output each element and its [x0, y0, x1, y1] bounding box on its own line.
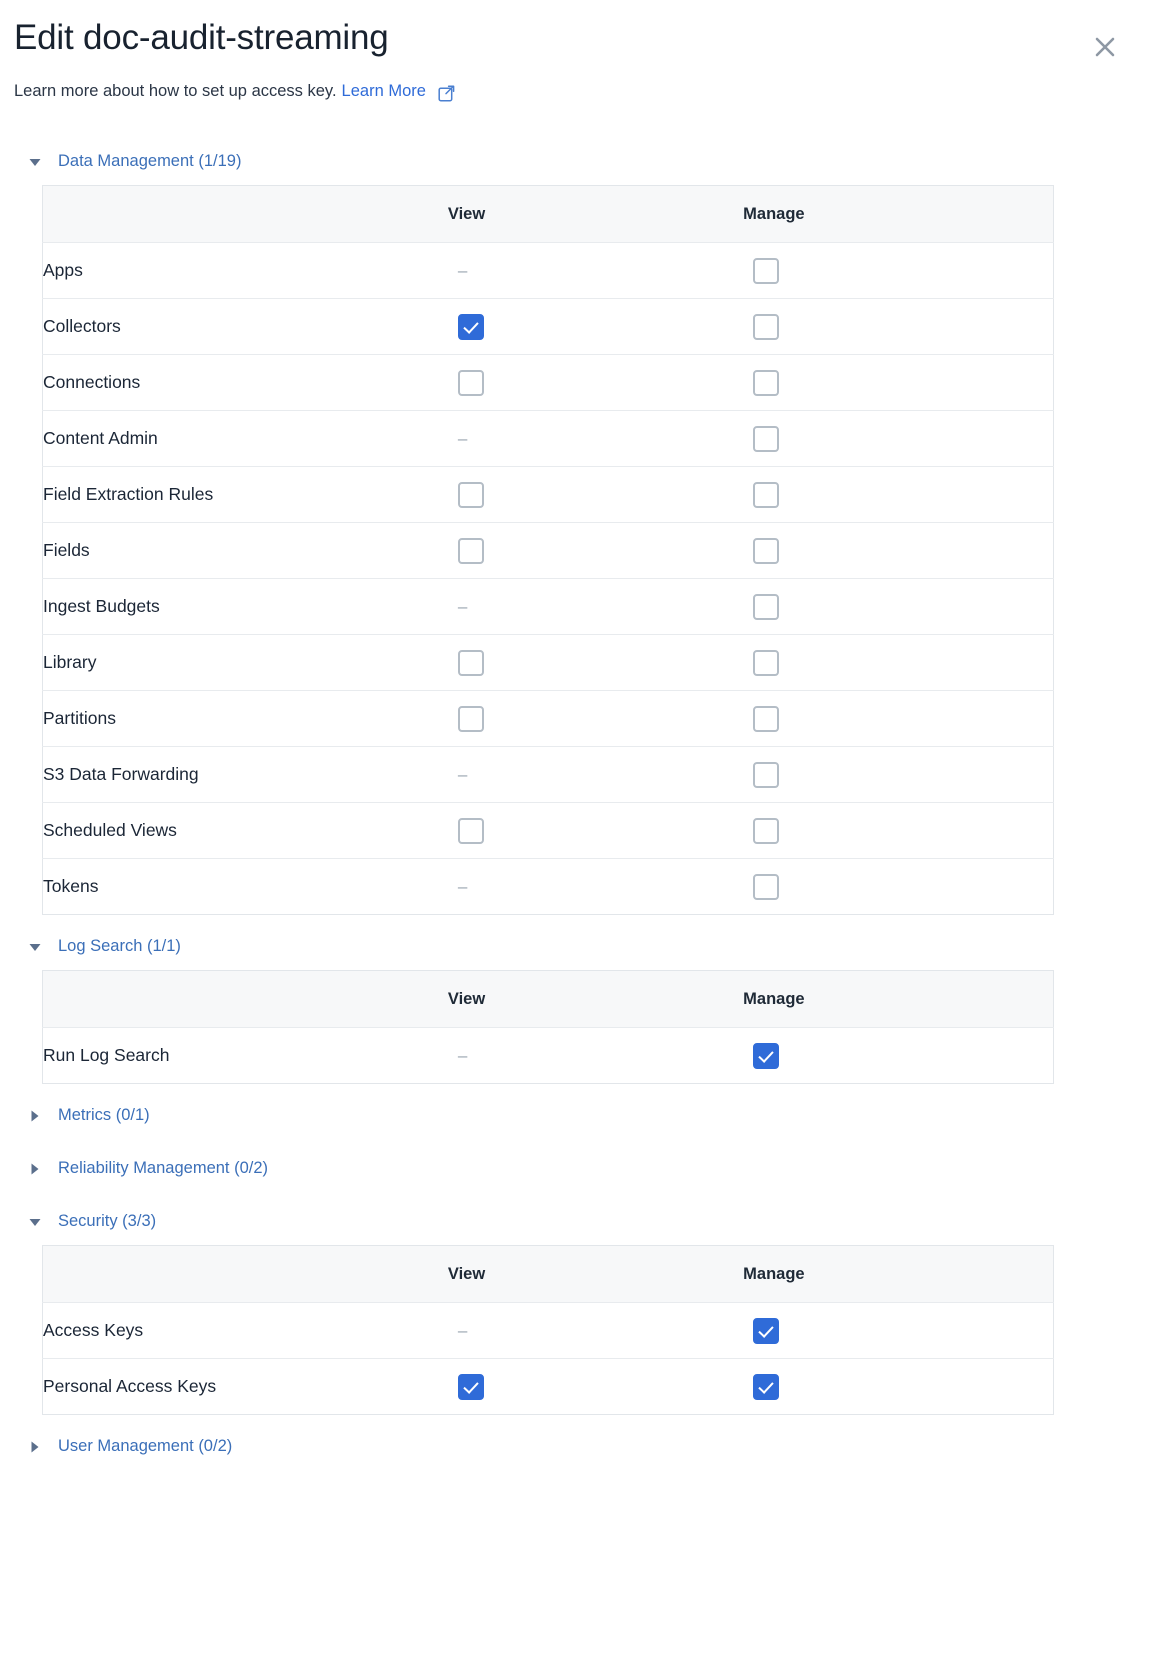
permissions-table: [42, 970, 1054, 1084]
manage-checkbox[interactable]: [753, 370, 779, 396]
section-title: User Management (0/2): [58, 1437, 233, 1455]
permission-name: Fields: [43, 523, 448, 579]
view-not-applicable: –: [457, 764, 468, 784]
column-header-view: View: [448, 971, 743, 1028]
close-icon[interactable]: [1088, 30, 1122, 64]
manage-checkbox[interactable]: [753, 594, 779, 620]
view-cell: [448, 243, 743, 299]
table-header-row: [43, 186, 1054, 243]
view-cell: [448, 1359, 743, 1415]
spacer: [14, 915, 1128, 933]
column-header-name: [43, 186, 448, 243]
spacer: [14, 1182, 1128, 1208]
table-row: [43, 691, 1054, 747]
manage-checkbox[interactable]: [753, 482, 779, 508]
table-header-row: [43, 1246, 1054, 1303]
view-checkbox[interactable]: [458, 650, 484, 676]
section-title: Data Management (1/19): [58, 152, 242, 170]
manage-cell: [743, 579, 1053, 635]
view-cell: [448, 803, 743, 859]
column-header-name: [43, 1246, 448, 1303]
permission-name: S3 Data Forwarding: [43, 747, 448, 803]
manage-cell: [743, 1028, 1053, 1084]
manage-checkbox[interactable]: [753, 1043, 779, 1069]
view-checkbox[interactable]: [458, 370, 484, 396]
manage-cell: [743, 691, 1053, 747]
section-toggle-5[interactable]: [14, 1433, 1128, 1460]
subtitle-text: Learn more about how to set up access key.: [14, 82, 337, 100]
caret-down-icon[interactable]: [24, 940, 46, 954]
manage-checkbox[interactable]: [753, 706, 779, 732]
manage-checkbox[interactable]: [753, 650, 779, 676]
permission-name: Tokens: [43, 876, 99, 896]
view-cell: [448, 467, 743, 523]
permissions-table: [42, 1245, 1054, 1415]
dialog-subtitle: [14, 80, 1128, 102]
section-title: Reliability Management (0/2): [58, 1159, 269, 1177]
manage-cell: [743, 523, 1053, 579]
table-row: [43, 859, 1054, 915]
manage-cell: [743, 299, 1053, 355]
view-cell: [448, 691, 743, 747]
table-row: [43, 243, 1054, 299]
manage-cell: [743, 411, 1053, 467]
section-title: Log Search (1/1): [58, 937, 181, 955]
table-row: [43, 1303, 1054, 1359]
permission-name: Access Keys: [43, 1303, 448, 1359]
view-not-applicable: –: [457, 260, 468, 280]
dialog-header: [14, 14, 1128, 102]
manage-checkbox[interactable]: [753, 1318, 779, 1344]
permission-name: Ingest Budgets: [43, 579, 448, 635]
manage-checkbox[interactable]: [753, 762, 779, 788]
caret-right-icon[interactable]: [24, 1440, 46, 1454]
view-cell: [448, 299, 743, 355]
permission-name: Scheduled Views: [43, 803, 448, 859]
section-toggle-2[interactable]: [14, 1102, 1128, 1129]
view-cell: [448, 1028, 743, 1084]
table-row: [43, 523, 1054, 579]
permission-section: [14, 1433, 1128, 1486]
permissions-table: [42, 185, 1054, 915]
permission-section: [14, 1102, 1128, 1155]
column-header-name: [43, 971, 448, 1028]
column-header-view: View: [448, 186, 743, 243]
permission-section: [14, 148, 1128, 933]
manage-cell: [743, 1359, 1053, 1415]
table-row: [43, 579, 1054, 635]
view-not-applicable: –: [457, 596, 468, 616]
permission-name: Partitions: [43, 691, 448, 747]
manage-checkbox[interactable]: [753, 818, 779, 844]
spacer: [14, 1460, 1128, 1486]
learn-more-link[interactable]: Learn More: [341, 82, 426, 100]
manage-cell: [743, 355, 1053, 411]
column-header-view: View: [448, 1246, 743, 1303]
manage-cell: [743, 243, 1053, 299]
view-not-applicable: –: [457, 428, 468, 448]
spacer: [14, 1084, 1128, 1102]
column-header-manage: Manage: [743, 186, 1053, 243]
permission-sections: [14, 148, 1128, 1486]
table-row: [43, 355, 1054, 411]
spacer: [14, 1129, 1128, 1155]
view-checkbox[interactable]: [458, 1374, 484, 1400]
manage-checkbox[interactable]: [753, 874, 779, 900]
table-row: [43, 635, 1054, 691]
permission-section: [14, 933, 1128, 1102]
view-checkbox[interactable]: [458, 706, 484, 732]
manage-checkbox[interactable]: [753, 258, 779, 284]
table-row: [43, 803, 1054, 859]
view-checkbox[interactable]: [458, 314, 484, 340]
section-title: Metrics (0/1): [58, 1106, 150, 1124]
view-not-applicable: –: [457, 1045, 468, 1065]
manage-cell: [743, 1303, 1053, 1359]
section-toggle-1[interactable]: [14, 933, 1128, 960]
table-row: [43, 299, 1054, 355]
permission-name: Personal Access Keys: [43, 1376, 217, 1396]
manage-cell: [743, 467, 1053, 523]
table-row: [43, 1028, 1054, 1084]
page-title: Edit doc-audit-streaming: [14, 18, 389, 57]
view-cell: [448, 1303, 743, 1359]
table-row: [43, 467, 1054, 523]
section-toggle-4[interactable]: [14, 1208, 1128, 1235]
permission-name: Run Log Search: [43, 1045, 170, 1065]
view-cell: [448, 355, 743, 411]
caret-down-icon[interactable]: [24, 155, 46, 169]
manage-checkbox[interactable]: [753, 314, 779, 340]
permission-name: Connections: [43, 355, 448, 411]
caret-right-icon[interactable]: [24, 1109, 46, 1123]
section-title: Security (3/3): [58, 1212, 157, 1230]
view-cell: [448, 635, 743, 691]
permission-name: Apps: [43, 243, 448, 299]
manage-cell: [743, 859, 1053, 915]
view-cell: [448, 411, 743, 467]
permission-name: Content Admin: [43, 411, 448, 467]
permission-name: Collectors: [43, 299, 448, 355]
table-row: [43, 747, 1054, 803]
permission-name: Field Extraction Rules: [43, 467, 448, 523]
view-checkbox[interactable]: [458, 482, 484, 508]
view-cell: [448, 859, 743, 915]
manage-checkbox[interactable]: [753, 538, 779, 564]
manage-cell: [743, 747, 1053, 803]
section-toggle-3[interactable]: [14, 1155, 1128, 1182]
view-cell: [448, 747, 743, 803]
table-row: [43, 1359, 1054, 1415]
view-not-applicable: –: [457, 1320, 468, 1340]
table-header-row: [43, 971, 1054, 1028]
table-row: [43, 411, 1054, 467]
caret-down-icon[interactable]: [24, 1215, 46, 1229]
manage-checkbox[interactable]: [753, 426, 779, 452]
view-checkbox[interactable]: [458, 538, 484, 564]
view-checkbox[interactable]: [458, 818, 484, 844]
permission-section: [14, 1208, 1128, 1433]
column-header-manage: Manage: [743, 971, 1053, 1028]
column-header-manage: Manage: [743, 1246, 1053, 1303]
caret-right-icon[interactable]: [24, 1162, 46, 1176]
manage-cell: [743, 635, 1053, 691]
manage-checkbox[interactable]: [753, 1374, 779, 1400]
view-cell: [448, 523, 743, 579]
manage-cell: [743, 803, 1053, 859]
section-toggle-0[interactable]: [14, 148, 1128, 175]
spacer: [14, 1415, 1128, 1433]
permission-section: [14, 1155, 1128, 1208]
permission-name: Library: [43, 635, 448, 691]
view-not-applicable: –: [457, 876, 468, 896]
view-cell: [448, 579, 743, 635]
external-link-icon[interactable]: [438, 85, 455, 102]
